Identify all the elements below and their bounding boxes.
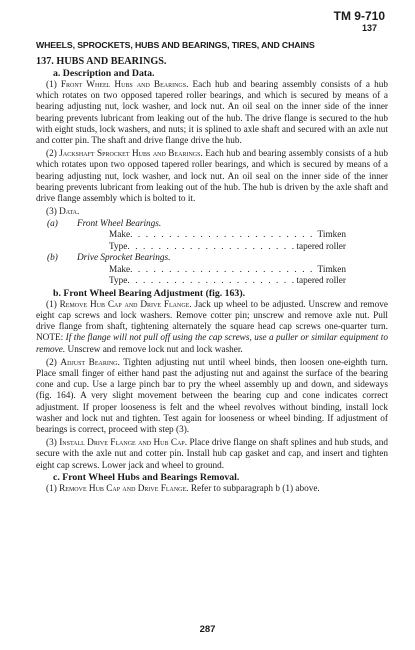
spec-value: tapered roller (296, 276, 346, 287)
paragraph-text: Place drive flange on shaft splines and hub studs, and secure with the axle nut and cotter pin. Install hub cap gasket and cap, and insert and tighten eight cap screws. Lower jack and wheel to ground. (36, 438, 388, 471)
paragraph-heading: Install Drive Flange and Hub Cap. (59, 438, 188, 449)
paragraph-text: Each hub and bearing assembly consists of a hub which rotates on two opposed tapered roller bearings, and which is secured by means of a bearing adjusting nut, lock washer, and lock nut. An oil seal on the inner side of the inner bearing prevents lubricant from leaking out of the hub. The drive flange is secured to the hub with eight studs, lock washers, and nuts; it is splined to axle shaft and secured with an axle nut and cotter pin. The shaft and drive flange drive the hub. (36, 80, 388, 147)
paragraph-text: Refer to subparagraph b (1) above. (188, 483, 320, 494)
paragraph-number: (3) (46, 207, 60, 218)
paragraph-heading: Adjust Bearing. (60, 357, 120, 368)
paragraph-number: (3) (46, 438, 60, 449)
paragraph-number: (1) (46, 483, 60, 494)
spec-value: Timken (317, 264, 346, 275)
spec-value: Timken (317, 230, 346, 241)
paragraph-text-tail: Unscrew and remove lock nut and lock washer. (65, 344, 243, 355)
page-number: 287 (199, 624, 216, 635)
paragraph-number: (1) (46, 299, 60, 310)
paragraph-number: (2) (46, 357, 61, 368)
running-head: WHEELS, SPROCKETS, HUBS AND BEARINGS, TIRES, AND CHAINS (36, 40, 315, 50)
paragraph-heading: Remove Hub Cap and Drive Flange. (59, 299, 192, 310)
spec-label: (b) (47, 253, 58, 264)
tm-number: TM 9-710 (333, 9, 385, 23)
spec-title-text: Drive Sprocket Bearings. (77, 253, 171, 264)
paragraph-text: Tighten adjusting nut until wheel binds, then loosen one-eighth turn. Place small finger of either hand past the adjusting nut and against the surface of the bearing cone and cup. Use a large pinch bar to pry the wheel assembly up and down, and sideways (fig. 164). A very slight movement between the bearing cup and cone indicates correct adjustment. If proper looseness is felt and the wheel revolves without binding, install lock washer and lock nut and tighten. Test again for looseness or wheel binding. If adjustment of bearings is correct, proceed with step (3). (36, 357, 388, 435)
leader-dots (127, 276, 296, 288)
spec-key: Type (109, 276, 128, 287)
leader-dots (130, 265, 317, 277)
spec-drive-sprocket-title (47, 253, 388, 265)
paragraph-heading: Front Wheel Hubs and Bearings. (60, 80, 189, 90)
spec-title-text: Front Wheel Bearings. (77, 218, 162, 229)
paragraph-number: (1) (46, 80, 61, 90)
spec-row-type (109, 276, 346, 288)
data-label: Data. (59, 207, 80, 218)
paragraph-text: Jack up wheel to be adjusted. Unscrew and remove eight cap screws and lock washers. Remove cotter pin; unscrew and remove axle nut. Pull drive flange from shaft, tightening alternately the square head cap screws one-quarter turn. NOTE: (36, 299, 388, 344)
tm-header (36, 10, 385, 33)
tm-subnumber: 137 (361, 23, 377, 33)
section-title: 137. HUBS AND BEARINGS. (36, 56, 167, 67)
paragraph-removal-hub-cap (36, 484, 388, 495)
spec-front-wheel-title (47, 219, 388, 231)
paragraph-remove-hub-cap (36, 300, 388, 356)
subsection-c-title: c. Front Wheel Hubs and Bearings Removal. (53, 471, 240, 483)
leader-dots (130, 230, 317, 242)
subsection-a-title: a. Description and Data. (53, 68, 155, 79)
paragraph-number: (2) (46, 149, 60, 160)
paragraph-install-drive-flange (36, 438, 388, 472)
spec-row-make (109, 265, 346, 277)
spec-label: (a) (47, 218, 58, 229)
paragraph-adjust-bearing (36, 358, 388, 436)
spec-row-type (109, 242, 346, 254)
paragraph-jackshaft-hubs (36, 149, 388, 205)
spec-value: tapered roller (296, 241, 346, 252)
spec-row-make (109, 230, 346, 242)
paragraph-heading: Jackshaft Sprocket Hubs and Bearings. (59, 149, 203, 160)
paragraph-front-wheel-hubs (36, 80, 388, 147)
paragraph-heading: Remove Hub Cap and Drive Flange. (59, 483, 189, 494)
spec-key: Make (109, 264, 131, 275)
leader-dots (127, 242, 296, 254)
spec-key: Type (109, 241, 128, 252)
spec-key: Make (109, 230, 131, 241)
subsection-b-title: b. Front Wheel Bearing Adjustment (fig. 163). (53, 287, 246, 299)
paragraph-note: If the flange will not pull off using the cap screws, use a puller or similar equipment to remove. (36, 333, 388, 355)
paragraph-text: Each hub and bearing assembly consists of a hub which rotates upon two opposed tapered roller bearings, and which is secured by means of a bearing adjusting nut, lock washer, and lock nut. An oil seal on the inner side of the inner bearing prevents lubricant from leaking out of the hub. The hub is driven by the axle shaft and drive flange assembly which is bolted to it. (36, 149, 388, 205)
data-heading (46, 207, 388, 219)
